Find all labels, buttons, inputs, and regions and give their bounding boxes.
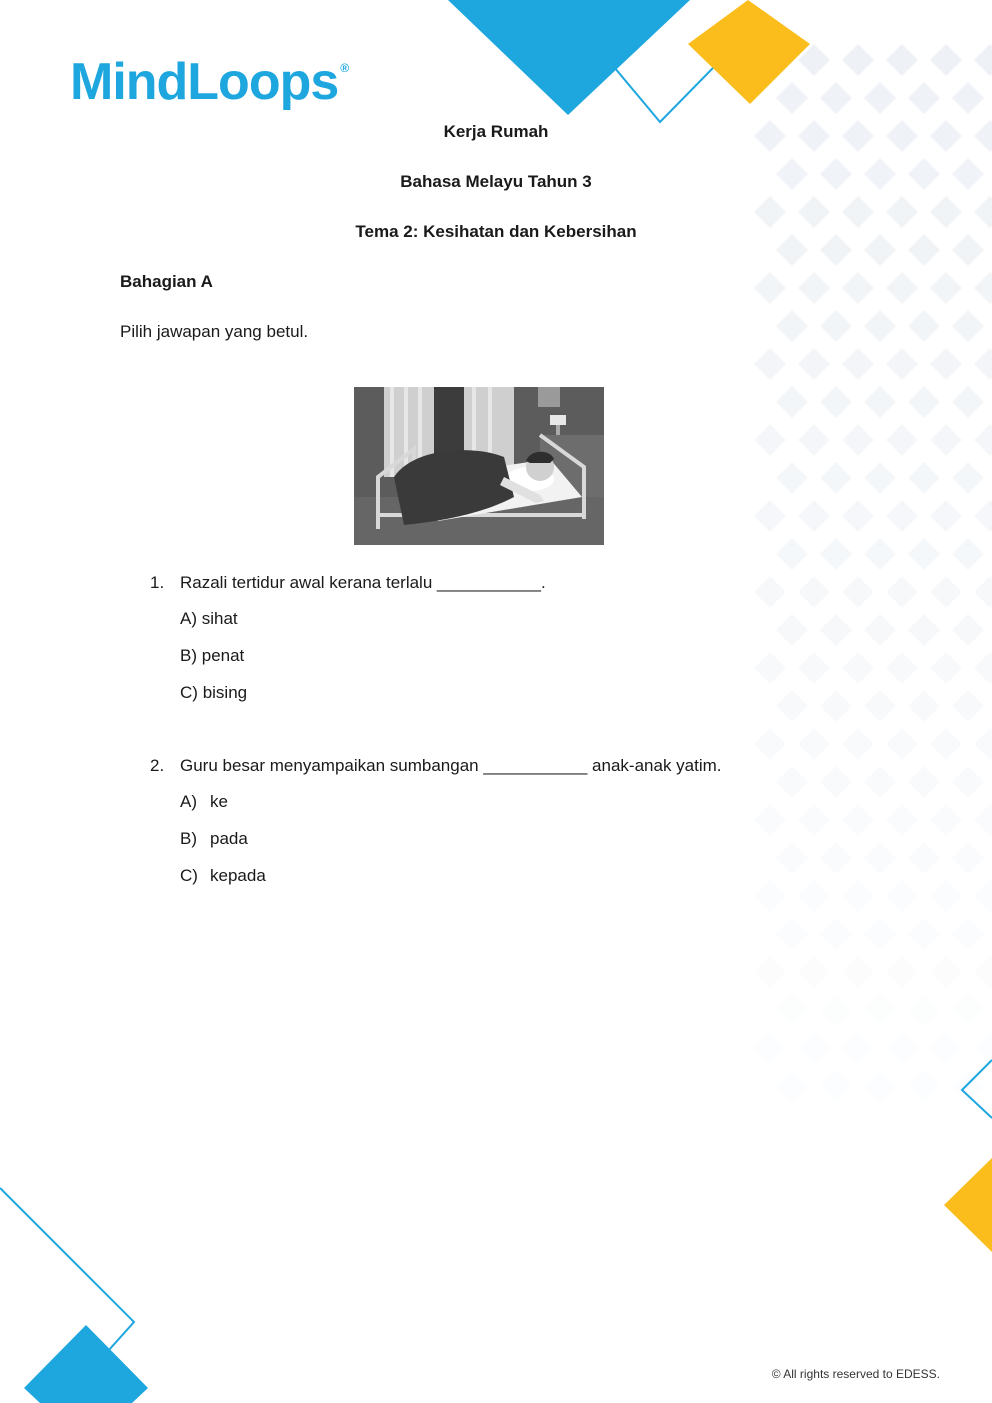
option-text: sihat — [201, 609, 238, 628]
copyright-footer: © All rights reserved to EDESS. — [771, 1367, 940, 1381]
instruction-text: Pilih jawapan yang betul. — [120, 322, 309, 341]
brand-logo: MindLoops ® — [70, 53, 349, 111]
question-1-option-a[interactable] — [180, 609, 238, 629]
option-text: ke — [210, 792, 228, 811]
sleeping-boy-illustration — [354, 387, 604, 545]
question-2-text: Guru besar menyampaikan sumbangan ___________ anak-anak yatim. — [180, 756, 722, 775]
section-title: Bahagian A — [120, 272, 213, 291]
option-letter: A) — [180, 609, 197, 628]
document-title: Kerja Rumah — [443, 122, 549, 141]
theme-title: Tema 2: Kesihatan dan Kebersihan — [355, 222, 637, 241]
option-text: penat — [201, 646, 245, 665]
option-letter: C) — [180, 866, 198, 885]
option-text: kepada — [210, 866, 266, 885]
question-2-number: 2. — [150, 756, 165, 775]
option-text: pada — [210, 829, 248, 848]
option-letter: C) — [180, 683, 198, 702]
question-1-option-c[interactable] — [180, 683, 247, 703]
question-1-number: 1. — [150, 573, 165, 592]
option-text: bising — [202, 683, 248, 702]
question-1-text: Razali tertidur awal kerana terlalu ___________. — [180, 573, 546, 592]
subject-title: Bahasa Melayu Tahun 3 — [400, 172, 592, 191]
option-letter: A) — [180, 792, 197, 811]
option-letter: B) — [180, 829, 197, 848]
question-1-option-b[interactable] — [180, 646, 244, 666]
option-letter: B) — [180, 646, 197, 665]
